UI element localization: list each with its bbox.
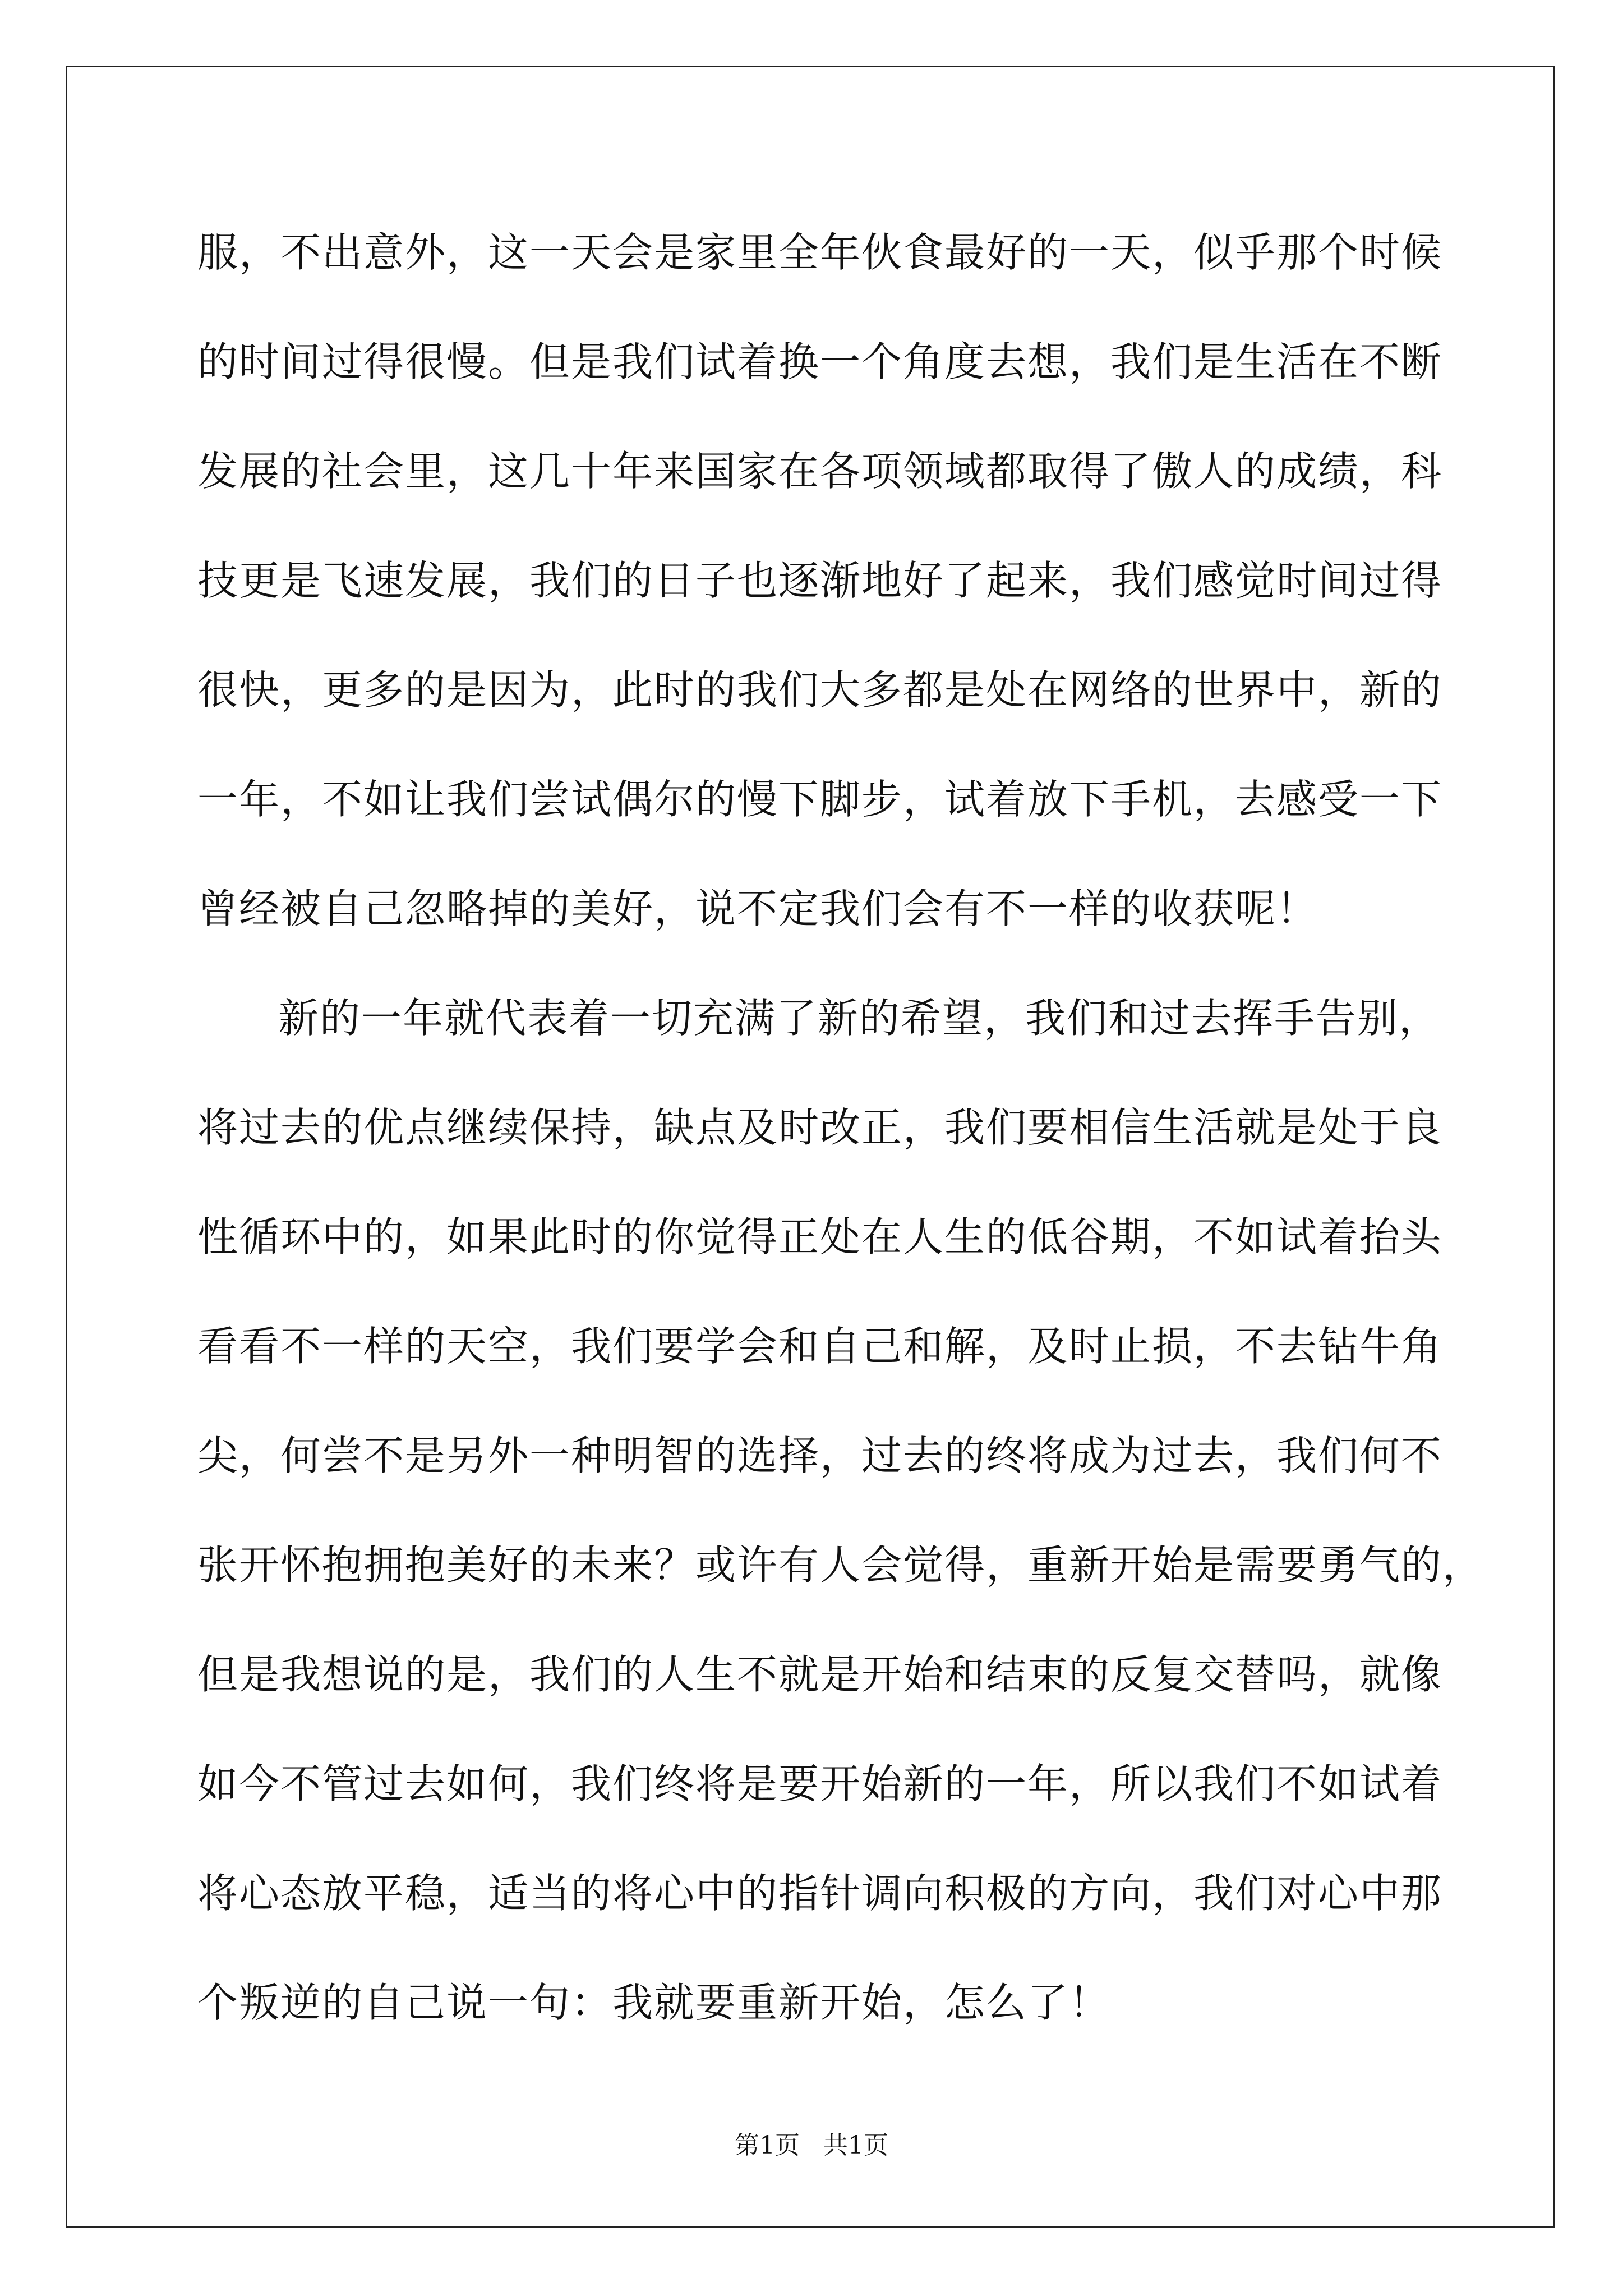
page-number: 第1页 xyxy=(735,2131,800,2160)
text-line: 一年，不如让我们尝试偶尔的慢下脚步，试着放下手机，去感受一下 xyxy=(197,776,1443,823)
text-line: 个叛逆的自己说一句：我就要重新开始，怎么了！ xyxy=(197,1979,1111,2026)
paragraph-first-line: 新的一年就代表着一切充满了新的希望，我们和过去挥手告别， xyxy=(278,995,1441,1042)
text-line: 发展的社会里，这几十年来国家在各项领域都取得了傲人的成绩，科 xyxy=(197,448,1443,495)
text-line: 但是我想说的是，我们的人生不就是开始和结束的反复交替吗，就像 xyxy=(197,1651,1443,1698)
page-total: 共1页 xyxy=(823,2131,888,2160)
text-line: 看看不一样的天空，我们要学会和自己和解，及时止损，不去钻牛角 xyxy=(197,1323,1443,1370)
text-line: 性循环中的，如果此时的你觉得正处在人生的低谷期，不如试着抬头 xyxy=(197,1213,1443,1260)
page-footer xyxy=(0,2129,1623,2162)
text-line: 曾经被自己忽略掉的美好，说不定我们会有不一样的收获呢！ xyxy=(197,885,1318,932)
text-line: 服，不出意外，这一天会是家里全年伙食最好的一天，似乎那个时候 xyxy=(197,229,1443,276)
text-line: 的时间过得很慢。但是我们试着换一个角度去想，我们是生活在不断 xyxy=(197,338,1443,385)
text-line: 技更是飞速发展，我们的日子也逐渐地好了起来，我们感觉时间过得 xyxy=(197,557,1443,604)
text-line: 如今不管过去如何，我们终将是要开始新的一年，所以我们不如试着 xyxy=(197,1760,1443,1807)
text-line: 尖，何尝不是另外一种明智的选择，过去的终将成为过去，我们何不 xyxy=(197,1432,1443,1479)
text-line: 张开怀抱拥抱美好的未来？或许有人会觉得，重新开始是需要勇气的， xyxy=(197,1542,1484,1589)
text-line: 将过去的优点继续保持，缺点及时改正，我们要相信生活就是处于良 xyxy=(197,1104,1443,1151)
text-line: 很快，更多的是因为，此时的我们大多都是处在网络的世界中，新的 xyxy=(197,666,1443,714)
text-line: 将心态放平稳，适当的将心中的指针调向积极的方向，我们对心中那 xyxy=(197,1870,1443,1917)
